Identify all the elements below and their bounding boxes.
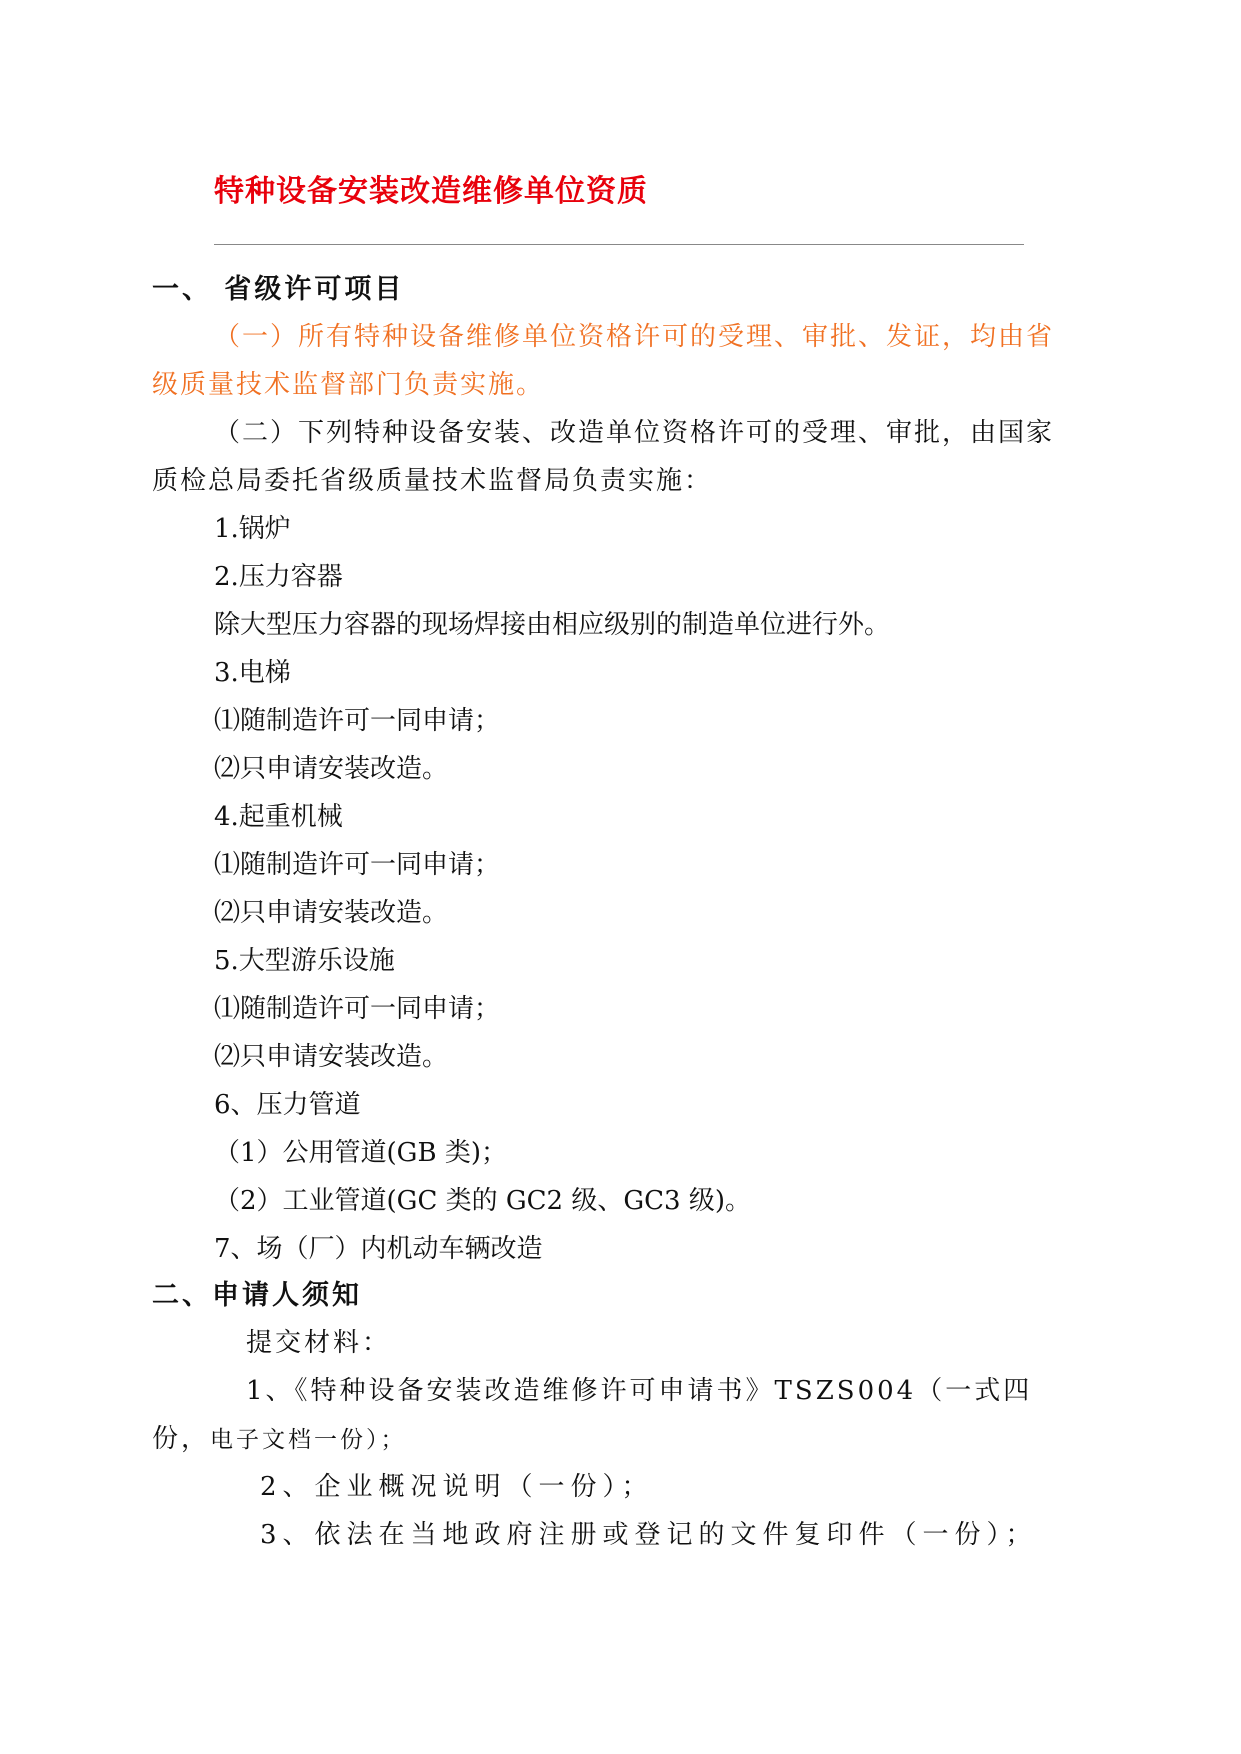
list-item: 除大型压力容器的现场焊接由相应级别的制造单位进行外。 xyxy=(214,610,891,640)
document-title: 特种设备安装改造维修单位资质 xyxy=(214,174,648,209)
list-item: （1）公用管道(GB 类)； xyxy=(214,1138,507,1168)
list-item: ⑴随制造许可一同申请； xyxy=(214,706,501,736)
section2-heading: 二、申请人须知 xyxy=(152,1280,362,1311)
list-item: ⑵只申请安装改造。 xyxy=(214,898,449,928)
section1-para1-line2: 级质量技术监督部门负责实施。 xyxy=(152,370,545,400)
list-item: ⑴随制造许可一同申请； xyxy=(214,850,501,880)
section1-para2-line2: 质检总局委托省级质量技术监督局负责实施： xyxy=(152,466,713,496)
list-item: 6、压力管道 xyxy=(214,1090,361,1120)
material-2: 2、企业概况说明（一份）； xyxy=(260,1472,654,1502)
list-item: 1.锅炉 xyxy=(214,514,291,544)
material-1-line2 xyxy=(152,1424,407,1455)
list-item: ⑵只申请安装改造。 xyxy=(214,754,449,784)
section1-heading: 一、 省级许可项目 xyxy=(152,274,405,305)
material-1-line2-end: 电子文档一份）； xyxy=(210,1427,407,1453)
list-item: （2）工业管道(GC 类的 GC2 级、GC3 级)。 xyxy=(214,1186,751,1216)
list-item: ⑴随制造许可一同申请； xyxy=(214,994,501,1024)
material-1-line1: 1、《特种设备安装改造维修许可申请书》TSZS004（一式四 xyxy=(246,1376,1033,1406)
list-item: 7、场（厂）内机动车辆改造 xyxy=(214,1234,543,1264)
material-3: 3、依法在当地政府注册或登记的文件复印件（一份）； xyxy=(260,1520,1038,1550)
list-item: 4.起重机械 xyxy=(214,802,343,832)
material-1-line2-start: 份， xyxy=(152,1424,211,1454)
section1-para1-line1: （一）所有特种设备维修单位资格许可的受理、审批、发证，均由省 xyxy=(214,322,1055,352)
list-item: 2.压力容器 xyxy=(214,562,343,592)
list-item: 5.大型游乐设施 xyxy=(214,946,395,976)
title-divider xyxy=(214,244,1024,245)
list-item: 3.电梯 xyxy=(214,658,291,688)
submit-materials-label: 提交材料： xyxy=(246,1328,392,1358)
section1-para2-line1: （二）下列特种设备安装、改造单位资格许可的受理、审批，由国家 xyxy=(214,418,1055,448)
list-item: ⑵只申请安装改造。 xyxy=(214,1042,449,1072)
